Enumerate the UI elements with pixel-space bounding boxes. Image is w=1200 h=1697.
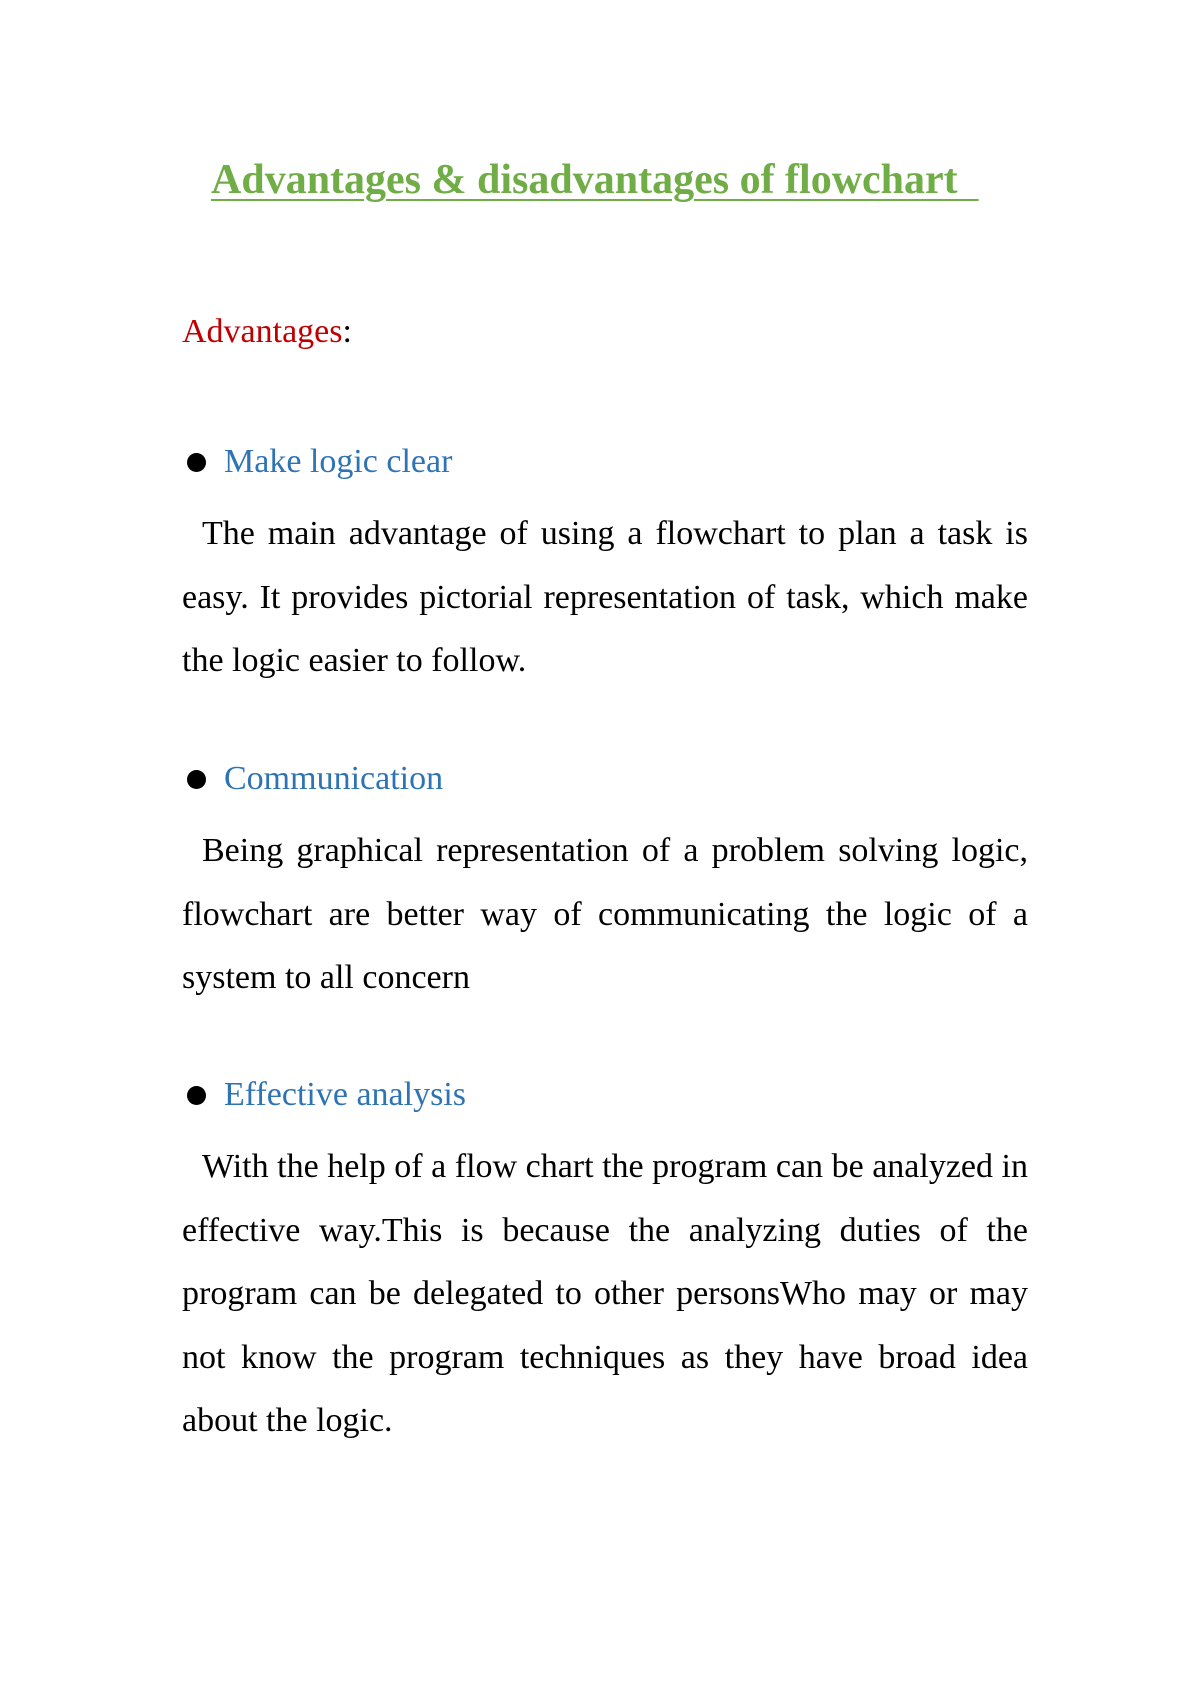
page-title: Advantages & disadvantages of flowchart [211, 157, 979, 203]
section-heading-advantages [182, 310, 352, 354]
advantage-item-communication [182, 757, 1028, 1010]
bullet-icon [187, 453, 206, 472]
advantage-item-make-logic-clear [182, 440, 1028, 693]
bullet-icon [187, 770, 206, 789]
item-body-text: The main advantage of using a flowchart to plan a task is easy. It provides pictorial representation of task, which make the logic easier to follow. [182, 515, 1028, 679]
bullet-line [182, 440, 1028, 484]
bullet-heading: Effective analysis [224, 1076, 467, 1113]
bullet-line [182, 757, 1028, 801]
advantage-item-effective-analysis [182, 1073, 1028, 1453]
item-body-text: Being graphical representation of a problem solving logic, flowchart are better way of communicating the logic of a system to all concern [182, 832, 1028, 996]
bullet-icon [187, 1086, 206, 1105]
section-heading-label: Advantages [182, 313, 343, 350]
bullet-heading: Communication [224, 760, 444, 797]
bullet-heading: Make logic clear [224, 443, 453, 480]
section-heading-colon: : [342, 313, 352, 350]
bullet-line [182, 1073, 1028, 1117]
item-body-text: With the help of a flow chart the program can be analyzed in effective way.This is because the analyzing duties of the program can be delegated to other personsWho may or may not know the program techniques as they have broad idea about the logic. [182, 1148, 1028, 1439]
